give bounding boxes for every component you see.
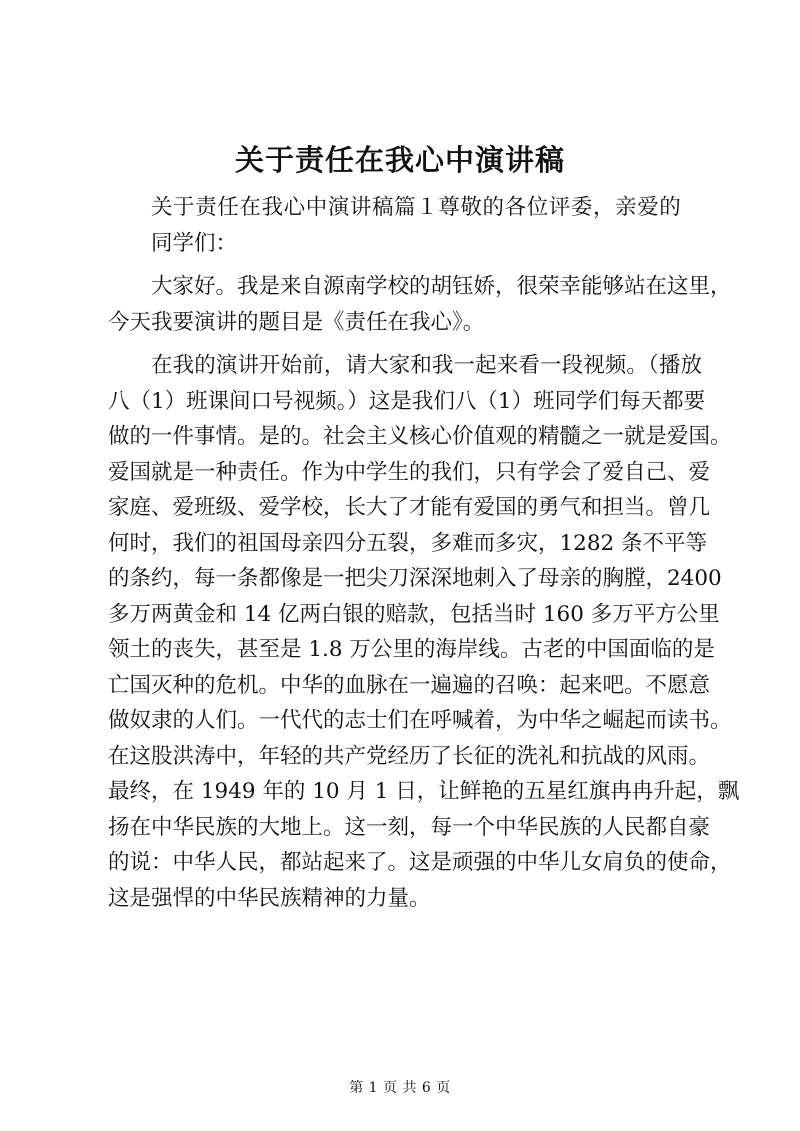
text-line: 领土的丧失，甚至是 1.8 万公里的海岸线。古老的中国面临的是: [108, 637, 715, 662]
document-title: 关于责任在我心中演讲稿: [234, 143, 565, 177]
text-line: 何时，我们的祖国母亲四分五裂，多难而多灾，1282 条不平等: [108, 530, 708, 556]
paragraph-greeting: [108, 269, 732, 340]
text-line: 的条约，每一条都像是一把尖刀深深地刺入了母亲的胸膛，2400: [108, 566, 722, 591]
text-line: 扬在中华民族的大地上。这一刻，每一个中华民族的人民都自豪: [108, 814, 711, 840]
paragraph-main: [108, 348, 740, 916]
text-line: 做的一件事情。是的。社会主义核心价值观的精髓之一就是爱国。: [108, 424, 732, 449]
text-line: 在这股洪涛中，年轻的共产党经历了长征的洗礼和抗战的风雨。: [108, 743, 711, 769]
text-line: 最终，在 1949 年的 10 月 1 日，让鲜艳的五星红旗冉冉升起，飘: [108, 779, 740, 804]
text-line: 爱国就是一种责任。作为中学生的我们，只有学会了爱自己、爱: [108, 459, 711, 485]
text-line: 关于责任在我心中演讲稿篇１尊敬的各位评委，亲爱的: [151, 195, 682, 220]
text-line: 在我的演讲开始前，请大家和我一起来看一段视频。（播放: [151, 353, 702, 378]
text-line: 这是强悍的中华民族精神的力量。: [108, 885, 431, 911]
text-line: 亡国灭种的危机。中华的血脉在一遍遍的召唤：起来吧。不愿意: [108, 672, 711, 698]
page-number-footer: 第 1 页 共 6 页: [349, 1080, 451, 1096]
text-line: 做奴隶的人们。一代代的志士们在呼喊着，为中华之崛起而读书。: [108, 708, 732, 733]
text-line: 家庭、爱班级、爱学校，长大了才能有爱国的勇气和担当。曾几: [108, 495, 711, 520]
text-line: 今天我要演讲的题目是《责任在我心》。: [108, 309, 485, 335]
text-line: 同学们：: [151, 230, 238, 256]
document-body: [108, 190, 740, 916]
text-line: 大家好。我是来自源南学校的胡钰娇，很荣幸能够站在这里，: [151, 274, 732, 299]
paragraph-salutation: [108, 190, 702, 261]
text-line: 八（1）班课间口号视频。）这是我们八（1）班同学们每天都要: [108, 388, 706, 414]
text-line: 多万两黄金和 14 亿两白银的赔款，包括当时 160 多万平方公里: [108, 601, 720, 627]
text-line: 的说：中华人民，都站起来了。这是顽强的中华儿女肩负的使命，: [108, 850, 732, 875]
